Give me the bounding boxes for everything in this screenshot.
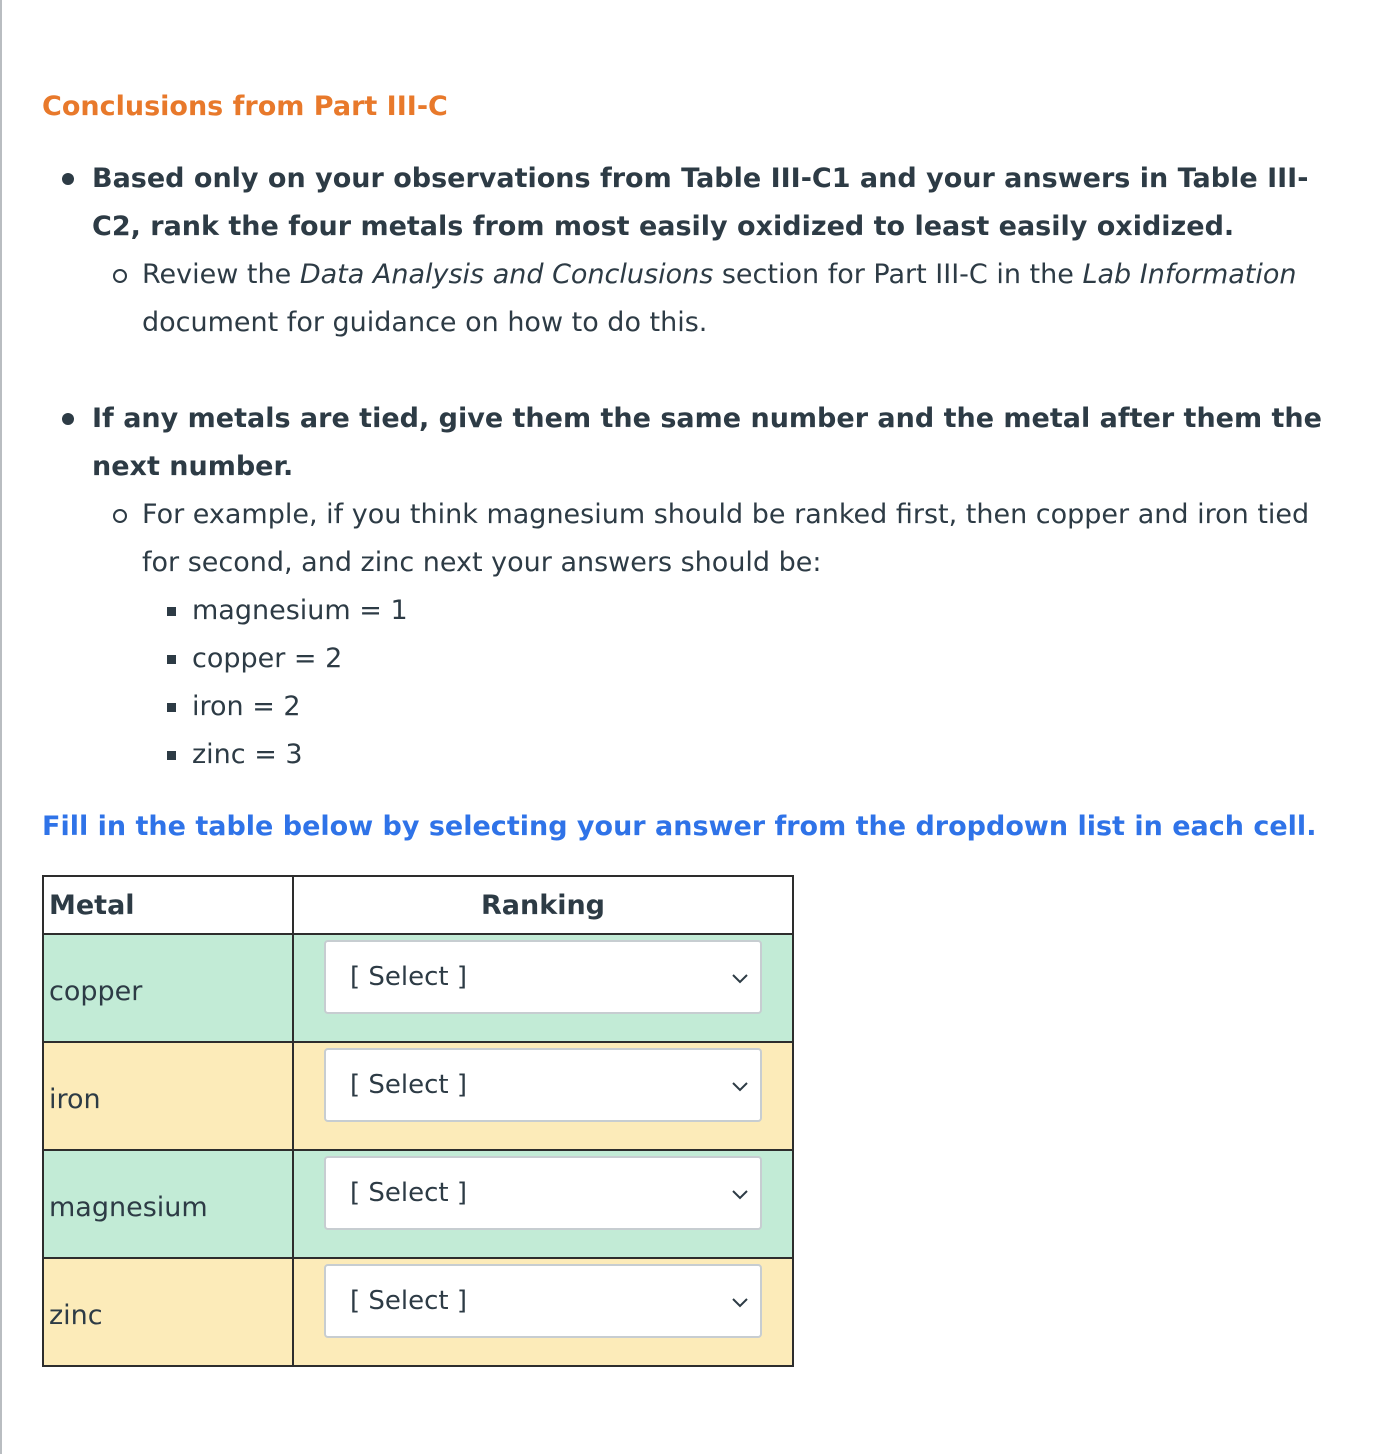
review-italic-lab-information: Lab Information [1082,259,1297,290]
table-row-magnesium [43,1150,793,1258]
ranking-cell [293,1258,793,1366]
example-item-text: copper = 2 [192,643,343,674]
review-italic-data-analysis: Data Analysis and Conclusions [299,259,714,290]
bullet-rank-metals [42,155,1342,347]
bullet-dot-icon [62,173,74,185]
bullet-ties [42,395,1342,779]
square-bullet-icon [167,703,176,712]
ranking-select-copper[interactable] [324,940,762,1014]
ranking-cell [293,1150,793,1258]
ranking-select-magnesium[interactable] [324,1156,762,1230]
example-text: For example, if you think magnesium should be ranked first, then copper and iron tied for second, and zinc next your answers should be: [142,499,1310,578]
select-placeholder: [ Select ] [350,1286,468,1316]
select-placeholder: [ Select ] [350,1178,468,1208]
table-row-copper [43,934,793,1042]
sub-bullet-review [92,251,1342,347]
metal-name: zinc [49,1299,103,1331]
section-heading: Conclusions from Part III-C [42,91,448,122]
example-item [142,731,1342,779]
ranking-select-iron[interactable] [324,1048,762,1122]
metal-name: magnesium [49,1191,208,1223]
example-item [142,587,1342,635]
ranking-column-header: Ranking [293,876,793,934]
table-row-iron [43,1042,793,1150]
square-bullet-icon [167,751,176,760]
example-item-text: zinc = 3 [192,739,303,770]
chevron-down-icon [730,1184,750,1204]
table-row-zinc [43,1258,793,1366]
review-text-1: Review the [142,259,300,290]
chevron-down-icon [730,1292,750,1312]
ranking-table [42,875,794,1367]
metal-cell [43,934,293,1042]
metal-cell [43,1258,293,1366]
metal-cell [43,1042,293,1150]
select-placeholder: [ Select ] [350,962,468,992]
metal-column-header: Metal [43,876,293,934]
example-item-text: iron = 2 [192,691,301,722]
left-border [0,0,2,1454]
metal-name: copper [49,975,143,1007]
fill-table-instruction: Fill in the table below by selecting your answer from the dropdown list in each cell. [42,811,1317,842]
sub-bullet-example [92,491,1342,779]
square-bullet-icon [167,607,176,616]
hollow-circle-icon [113,509,127,523]
bullet-ties-text: If any metals are tied, give them the same number and the metal after them the next number. [92,403,1322,482]
review-text-2: section for Part III-C in the [713,259,1083,290]
example-item [142,635,1342,683]
select-placeholder: [ Select ] [350,1070,468,1100]
example-item-text: magnesium = 1 [192,595,408,626]
metal-name: iron [49,1083,101,1115]
bullet-rank-text: Based only on your observations from Table III-C1 and your answers in Table III-C2, rank the four metals from most easily oxidized to least easily oxidized. [92,163,1309,242]
bullet-dot-icon [62,413,74,425]
review-text-3: document for guidance on how to do this. [142,307,708,338]
metal-cell [43,1150,293,1258]
instruction-list [42,155,1342,779]
hollow-circle-icon [113,269,127,283]
square-bullet-icon [167,655,176,664]
ranking-cell [293,1042,793,1150]
ranking-cell [293,934,793,1042]
chevron-down-icon [730,968,750,988]
table-header-row [43,876,793,934]
example-item [142,683,1342,731]
ranking-select-zinc[interactable] [324,1264,762,1338]
chevron-down-icon [730,1076,750,1096]
